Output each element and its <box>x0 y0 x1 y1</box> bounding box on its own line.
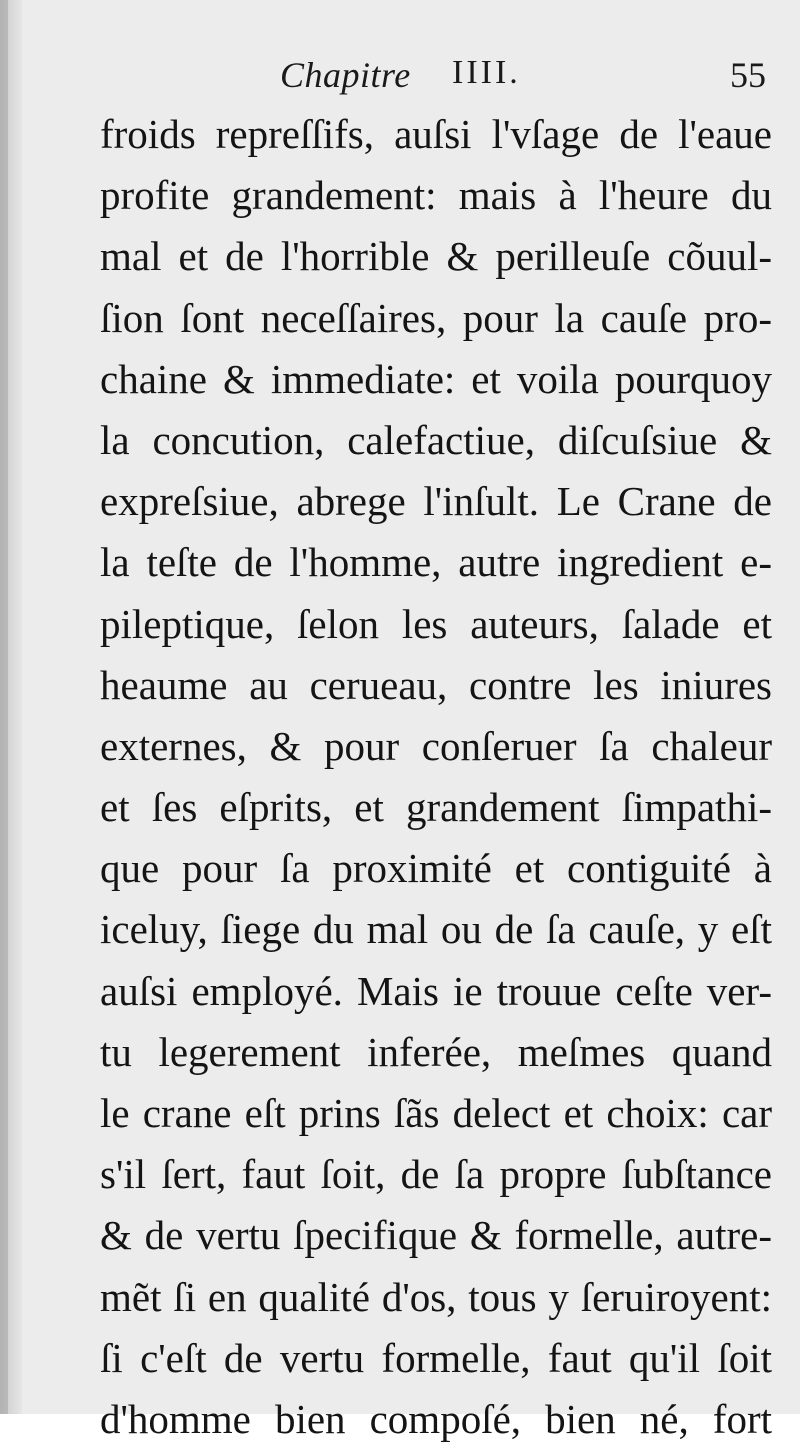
text-line: heaume au cerueau, contre les iniures <box>100 661 772 708</box>
binding-shadow <box>0 0 8 1414</box>
text-line: le crane eſt prins ſãs delect et choix: car <box>100 1090 772 1136</box>
text-line: pileptique, ſelon les auteurs, ſalade et <box>100 600 772 647</box>
text-line: externes, & pour conſeruer ſa chaleur <box>100 722 772 769</box>
text-line: tu legerement inferée, meſmes quand <box>100 1028 772 1075</box>
text-line: la concution, calefactiue, diſcuſsiue & <box>100 416 772 463</box>
text-line: mal et de l'horrible & perilleuſe cõuul- <box>100 233 772 280</box>
text-line: d'homme bien compoſé, bien né, fort <box>100 1395 772 1442</box>
body-text <box>100 104 772 1450</box>
text-line: profite grandement: mais à l'heure du <box>100 172 772 219</box>
running-title: Chapitre <box>280 55 411 95</box>
text-line: froids repreſſifs, auſsi l'vſage de l'eaue <box>100 111 772 157</box>
text-line: chaine & immediate: et voila pourquoy <box>100 355 772 402</box>
text-line: s'il ſert, faut ſoit, de ſa propre ſubſtance <box>100 1151 772 1198</box>
text-line: expreſsiue, abrege l'inſult. Le Crane de <box>100 478 772 525</box>
chapter-number: IIII. <box>452 54 521 91</box>
text-line: ſi c'eſt de vertu formelle, faut qu'il ſoit <box>100 1334 772 1381</box>
text-line: mẽt ſi en qualité d'os, tous y ſeruiroyent: <box>100 1273 772 1320</box>
text-line: iceluy, ſiege du mal ou de ſa cauſe, y eſt <box>100 906 772 953</box>
text-line: la teſte de l'homme, autre ingredient e- <box>100 539 772 586</box>
text-line: et ſes eſprits, et grandement ſimpathi- <box>100 784 772 831</box>
text-line: ſion ſont neceſſaires, pour la cauſe pro- <box>100 294 772 341</box>
text-line: que pour ſa proximité et contiguité à <box>100 845 772 892</box>
text-line: auſsi employé. Mais ie trouue ceſte ver- <box>100 967 772 1014</box>
page-header <box>100 48 770 104</box>
text-line: & de vertu ſpecifique & formelle, autre- <box>100 1212 772 1259</box>
page-number: 55 <box>730 55 766 95</box>
